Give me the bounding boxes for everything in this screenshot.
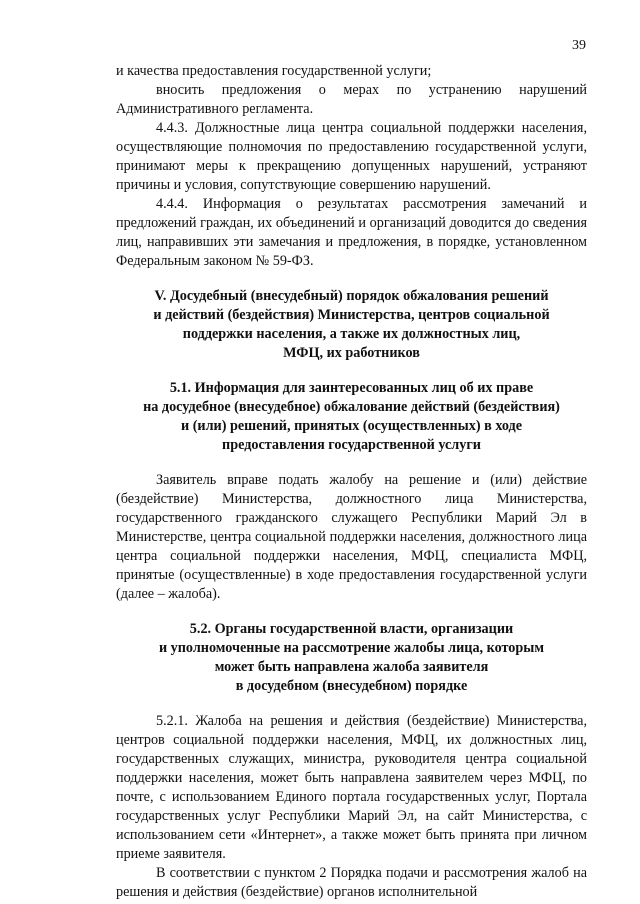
heading-line: поддержки населения, а также их должностных лиц, [182, 326, 521, 342]
document-body [116, 62, 587, 902]
section-spacer [116, 455, 587, 471]
paragraph: 4.4.4. Информация о результатах рассмотрения замечаний и предложений граждан, их объединений и организаций доводится до сведения лиц, направивших эти замечания и предложения, в порядке, установленном Федеральным законом № 59-ФЗ. [116, 196, 587, 269]
heading-line: 5.2. Органы государственной власти, организации [189, 621, 514, 637]
section-heading [116, 620, 587, 696]
paragraph: В соответствии с пунктом 2 Порядка подачи и рассмотрения жалоб на решения и действия (бездействие) органов исполнительной [116, 865, 587, 900]
paragraph: 4.4.3. Должностные лица центра социальной поддержки населения, осуществляющие полномочия по предоставлению государственной услуги, принимают меры к прекращению допущенных нарушений, устраняют причины и условия, сопутствующие совершению нарушений. [116, 120, 587, 193]
heading-line: и уполномоченные на рассмотрение жалобы лица, которым [158, 640, 545, 656]
heading-line: предоставления государственной услуги [222, 437, 481, 453]
heading-line: МФЦ, их работников [283, 345, 420, 361]
paragraph: Заявитель вправе подать жалобу на решение и (или) действие (бездействие) Министерства, должностного лица Министерства, государственного гражданского служащего Республики Марий Эл в Министерстве, центра социальной поддержки населения, должностного лица центра социальной поддержки населения, МФЦ, специалиста МФЦ, принятые (осуществленные) в ходе предоставления государственной услуги (далее – жалоба). [116, 472, 587, 602]
paragraph: вносить предложения о мерах по устранению нарушений Административного регламента. [116, 82, 587, 117]
page-number: 39 [572, 38, 586, 53]
heading-line: V. Досудебный (внесудебный) порядок обжалования решений [154, 288, 549, 304]
section-spacer [116, 363, 587, 379]
heading-line: может быть направлена жалоба заявителя [214, 659, 489, 675]
section-heading [116, 287, 587, 363]
section-heading [116, 379, 587, 455]
section-spacer [116, 604, 587, 620]
section-spacer [116, 271, 587, 287]
paragraph: и качества предоставления государственной услуги; [116, 63, 432, 79]
heading-line: на досудебное (внесудебное) обжалование действий (бездействия) [143, 399, 560, 415]
heading-line: 5.1. Информация для заинтересованных лиц об их праве [169, 380, 534, 396]
heading-line: и действий (бездействия) Министерства, центров социальной [153, 307, 550, 323]
heading-line: в досудебном (внесудебном) порядке [235, 678, 468, 694]
paragraph: 5.2.1. Жалоба на решения и действия (бездействие) Министерства, центров социальной поддержки населения, МФЦ, их должностных лиц, государственных служащих, министра, руководителя центра социальной поддержки населения, может быть направлена заявителем через МФЦ, по почте, с использованием Единого портала государственных услуг, Портала государственных услуг Республики Марий Эл, на сайт Министерства, с использованием сети «Интернет», а также может быть принята при личном приеме заявителя. [116, 713, 587, 862]
section-spacer [116, 696, 587, 712]
heading-line: и (или) решений, принятых (осуществленных) в ходе [180, 418, 523, 434]
